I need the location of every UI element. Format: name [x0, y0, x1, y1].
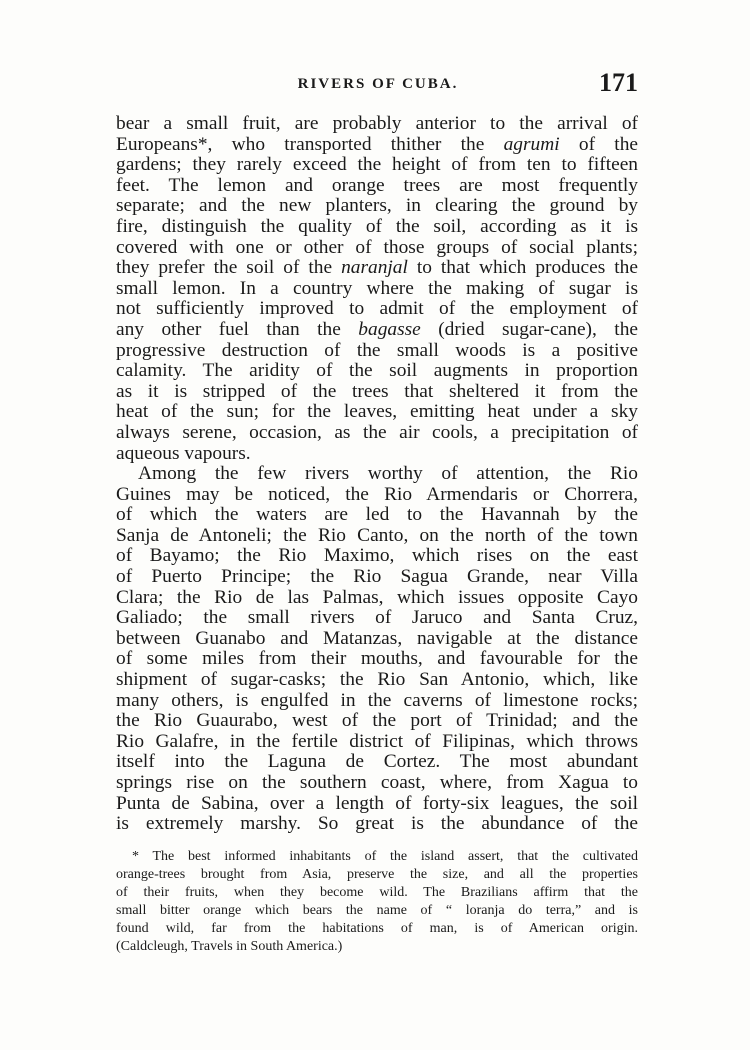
body-line: small lemon. In a country where the making of sugar is: [116, 278, 638, 299]
body-line: as it is stripped of the trees that sheltered it from the: [116, 381, 638, 402]
body-line: any other fuel than the bagasse (dried sugar-cane), the: [116, 319, 638, 340]
body-line: shipment of sugar-casks; the Rio San Antonio, which, like: [116, 670, 638, 691]
body-line: many others, is engulfed in the caverns of limestone rocks;: [116, 690, 638, 711]
italic-term: bagasse: [358, 319, 421, 340]
body-line: Punta de Sabina, over a length of forty-six leagues, the soil: [116, 793, 638, 814]
body-line: Guines may be noticed, the Rio Armendaris or Chorrera,: [116, 484, 638, 505]
body-line: separate; and the new planters, in clearing the ground by: [116, 196, 638, 217]
body-line: the Rio Guaurabo, west of the port of Trinidad; and the: [116, 711, 638, 732]
body-line: of which the waters are led to the Havannah by the: [116, 505, 638, 526]
footnote: [116, 848, 638, 956]
footnote-line: (Caldcleugh, Travels in South America.): [116, 939, 343, 954]
body-line: between Guanabo and Matanzas, navigable at the distance: [116, 628, 638, 649]
footnote-line: of their fruits, when they become wild. The Brazilians affirm that the: [116, 885, 638, 900]
italic-term: agrumi: [503, 134, 560, 155]
body-line: Sanja de Antoneli; the Rio Canto, on the north of the town: [116, 525, 638, 546]
body-line: not sufficiently improved to admit of the employment of: [116, 299, 638, 320]
italic-term: naranjal: [341, 258, 408, 279]
body-line: they prefer the soil of the naranjal to that which produces the: [116, 258, 638, 279]
body-line: Clara; the Rio de las Palmas, which issues opposite Cayo: [116, 587, 638, 608]
body-line: aqueous vapours.: [116, 443, 251, 464]
body-line: covered with one or other of those groups of social plants;: [116, 237, 638, 258]
body-line: Europeans*, who transported thither the agrumi of the: [116, 134, 638, 155]
body-line: always serene, occasion, as the air cools, a precipitation of: [116, 422, 638, 443]
body-line: springs rise on the southern coast, where, from Xagua to: [116, 773, 638, 793]
body-line: is extremely marshy. So great is the abundance of the: [116, 814, 638, 835]
body-line: of Bayamo; the Rio Maximo, which rises on the east: [116, 546, 638, 567]
running-title: RIVERS OF CUBA.: [297, 76, 459, 92]
footnote-line: small bitter orange which bears the name of “ loranja do terra,” and is: [116, 903, 638, 918]
body-line: gardens; they rarely exceed the height of from ten to fifteen: [116, 155, 638, 176]
body-line: of Puerto Principe; the Rio Sagua Grande, near Villa: [116, 567, 638, 588]
footnote-line: * The best informed inhabitants of the island assert, that the cultivated: [132, 849, 638, 864]
body-line: Galiado; the small rivers of Jaruco and Santa Cruz,: [116, 608, 638, 629]
body-text: [116, 114, 638, 835]
footnote-line: found wild, far from the habitations of man, is of American origin.: [116, 921, 638, 936]
body-line: heat of the sun; for the leaves, emitting heat under a sky: [116, 402, 638, 423]
body-line: progressive destruction of the small woods is a positive: [116, 340, 638, 361]
body-line: of some miles from their mouths, and favourable for the: [116, 649, 638, 670]
footnote-line: orange-trees brought from Asia, preserve the size, and all the properties: [116, 867, 638, 882]
body-line: Rio Galafre, in the fertile district of Filipinas, which throws: [116, 731, 638, 752]
running-head: [118, 68, 638, 102]
page-number: 171: [599, 68, 638, 97]
body-line: feet. The lemon and orange trees are most frequently: [116, 175, 638, 196]
body-line: bear a small fruit, are probably anterior to the arrival of: [116, 114, 638, 134]
paragraph-start-line: Among the few rivers worthy of attention, the Rio: [138, 464, 638, 485]
body-line: fire, distinguish the quality of the soil, according as it is: [116, 216, 638, 237]
body-line: itself into the Laguna de Cortez. The most abundant: [116, 752, 638, 773]
body-line: calamity. The aridity of the soil augments in proportion: [116, 361, 638, 382]
